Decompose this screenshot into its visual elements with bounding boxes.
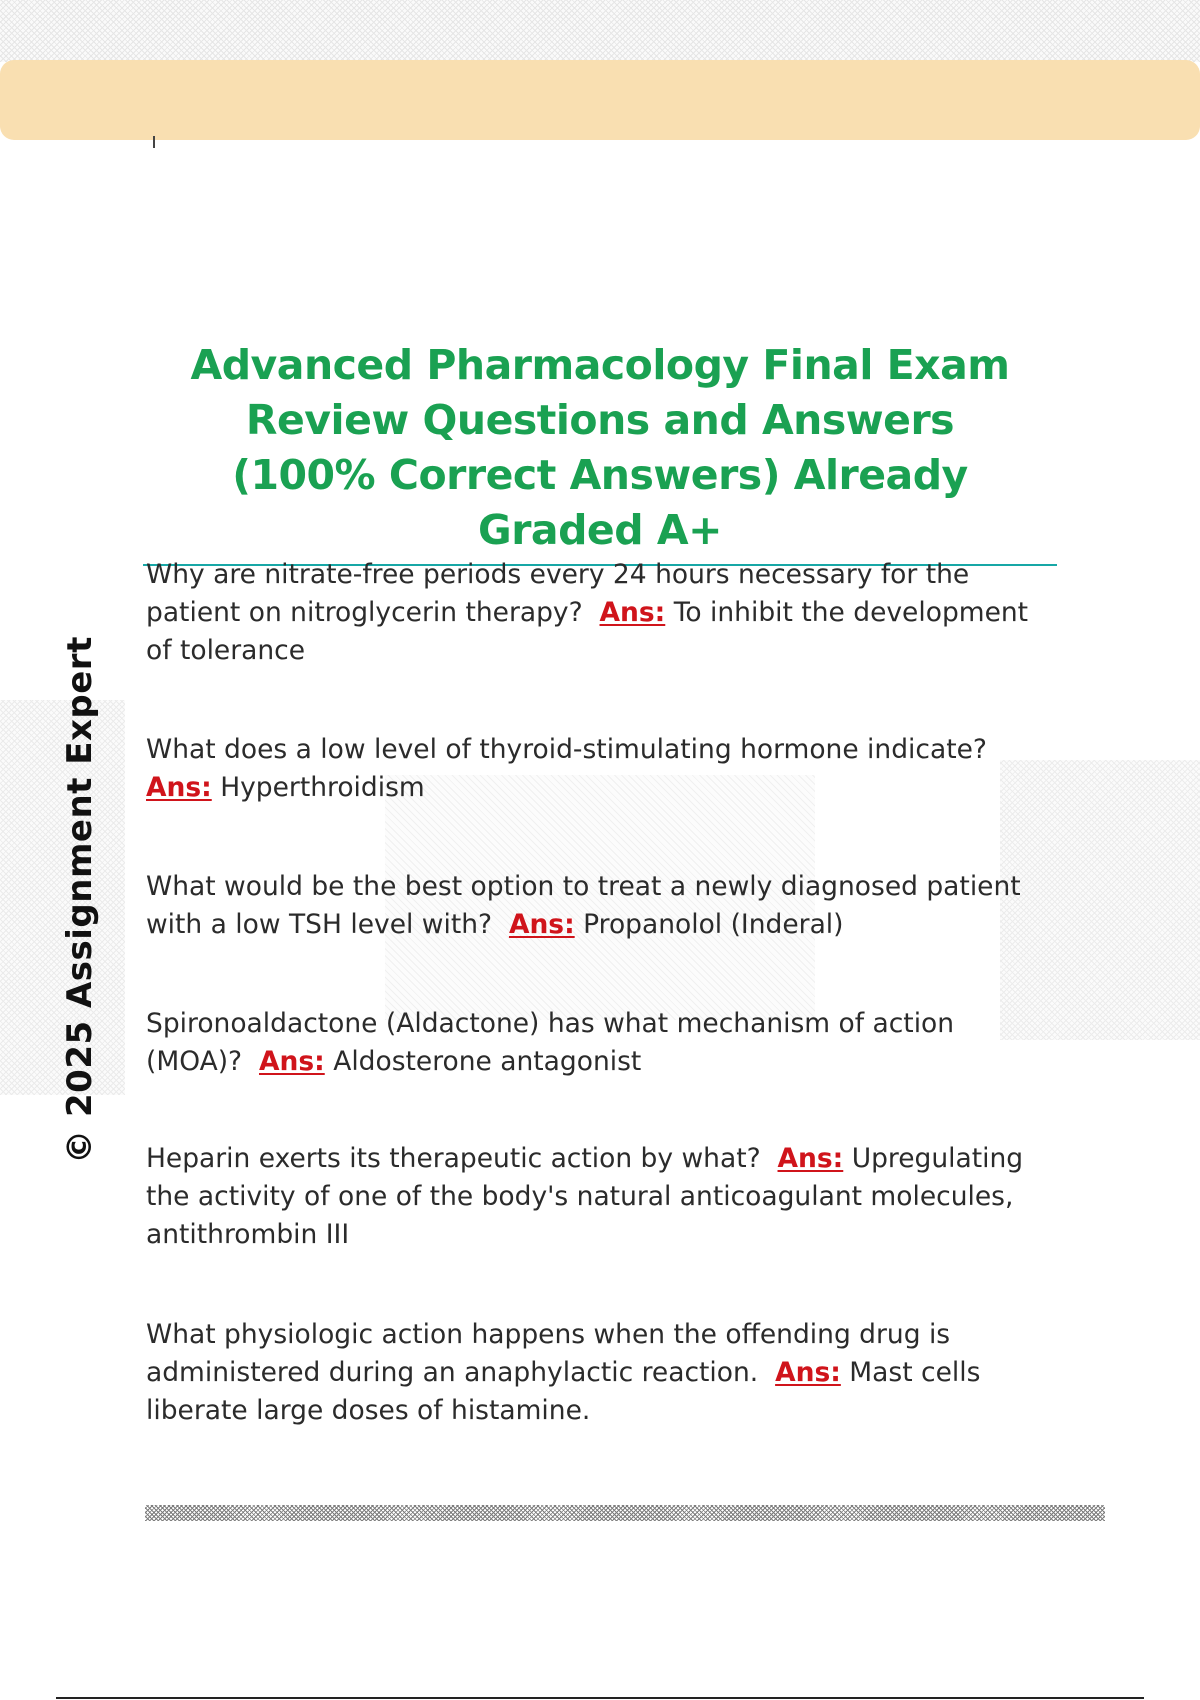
qa-item (146, 868, 1061, 944)
answer-text: Hyperthroidism (220, 772, 425, 803)
answer-text: Propanolol (Inderal) (583, 909, 844, 940)
qa-item (146, 556, 1061, 670)
question-text: What physiologic action happens when the offending drug is administered during an anaphylactic reaction. (146, 1319, 951, 1388)
header-band (0, 60, 1200, 140)
top-pattern-band (0, 0, 1200, 62)
qa-item (146, 1005, 1061, 1081)
footer-pattern-divider (145, 1505, 1105, 1521)
page-title: Advanced Pharmacology Final Exam Review Questions and Answers (100% Correct Answers) Already Graded A+ (190, 341, 1010, 554)
question-text: What does a low level of thyroid-stimulating hormone indicate? (146, 734, 987, 765)
footer-rule (56, 1697, 1144, 1699)
answer-label: Ans: (599, 597, 666, 628)
answer-label: Ans: (777, 1143, 844, 1174)
answer-text: Aldosterone antagonist (333, 1046, 642, 1077)
qa-item (146, 1140, 1061, 1254)
question-text: Why are nitrate-free periods every 24 hours necessary for the patient on nitroglycerin therapy? (146, 559, 970, 628)
answer-label: Ans: (775, 1357, 841, 1388)
text-cursor-mark (153, 136, 155, 148)
answer-text: Mast cells liberate large doses of histamine. (146, 1357, 981, 1426)
answer-text: To inhibit the development of tolerance (146, 597, 1029, 666)
qa-item (146, 731, 1061, 807)
answer-label: Ans: (146, 772, 212, 803)
answer-label: Ans: (259, 1046, 325, 1077)
question-text: What would be the best option to treat a newly diagnosed patient with a low TSH level with? (146, 871, 1021, 940)
qa-item (146, 1316, 1061, 1430)
question-text: Spironoaldactone (Aldactone) has what mechanism of action (MOA)? (146, 1008, 955, 1077)
answer-text: Upregulating the activity of one of the body's natural anticoagulant molecules, antithrombin III (146, 1143, 1024, 1250)
question-text: Heparin exerts its therapeutic action by what? (146, 1143, 761, 1174)
copyright-watermark: © 2025 Assignment Expert (60, 636, 100, 1164)
answer-label: Ans: (508, 909, 575, 940)
title-block (143, 338, 1057, 566)
